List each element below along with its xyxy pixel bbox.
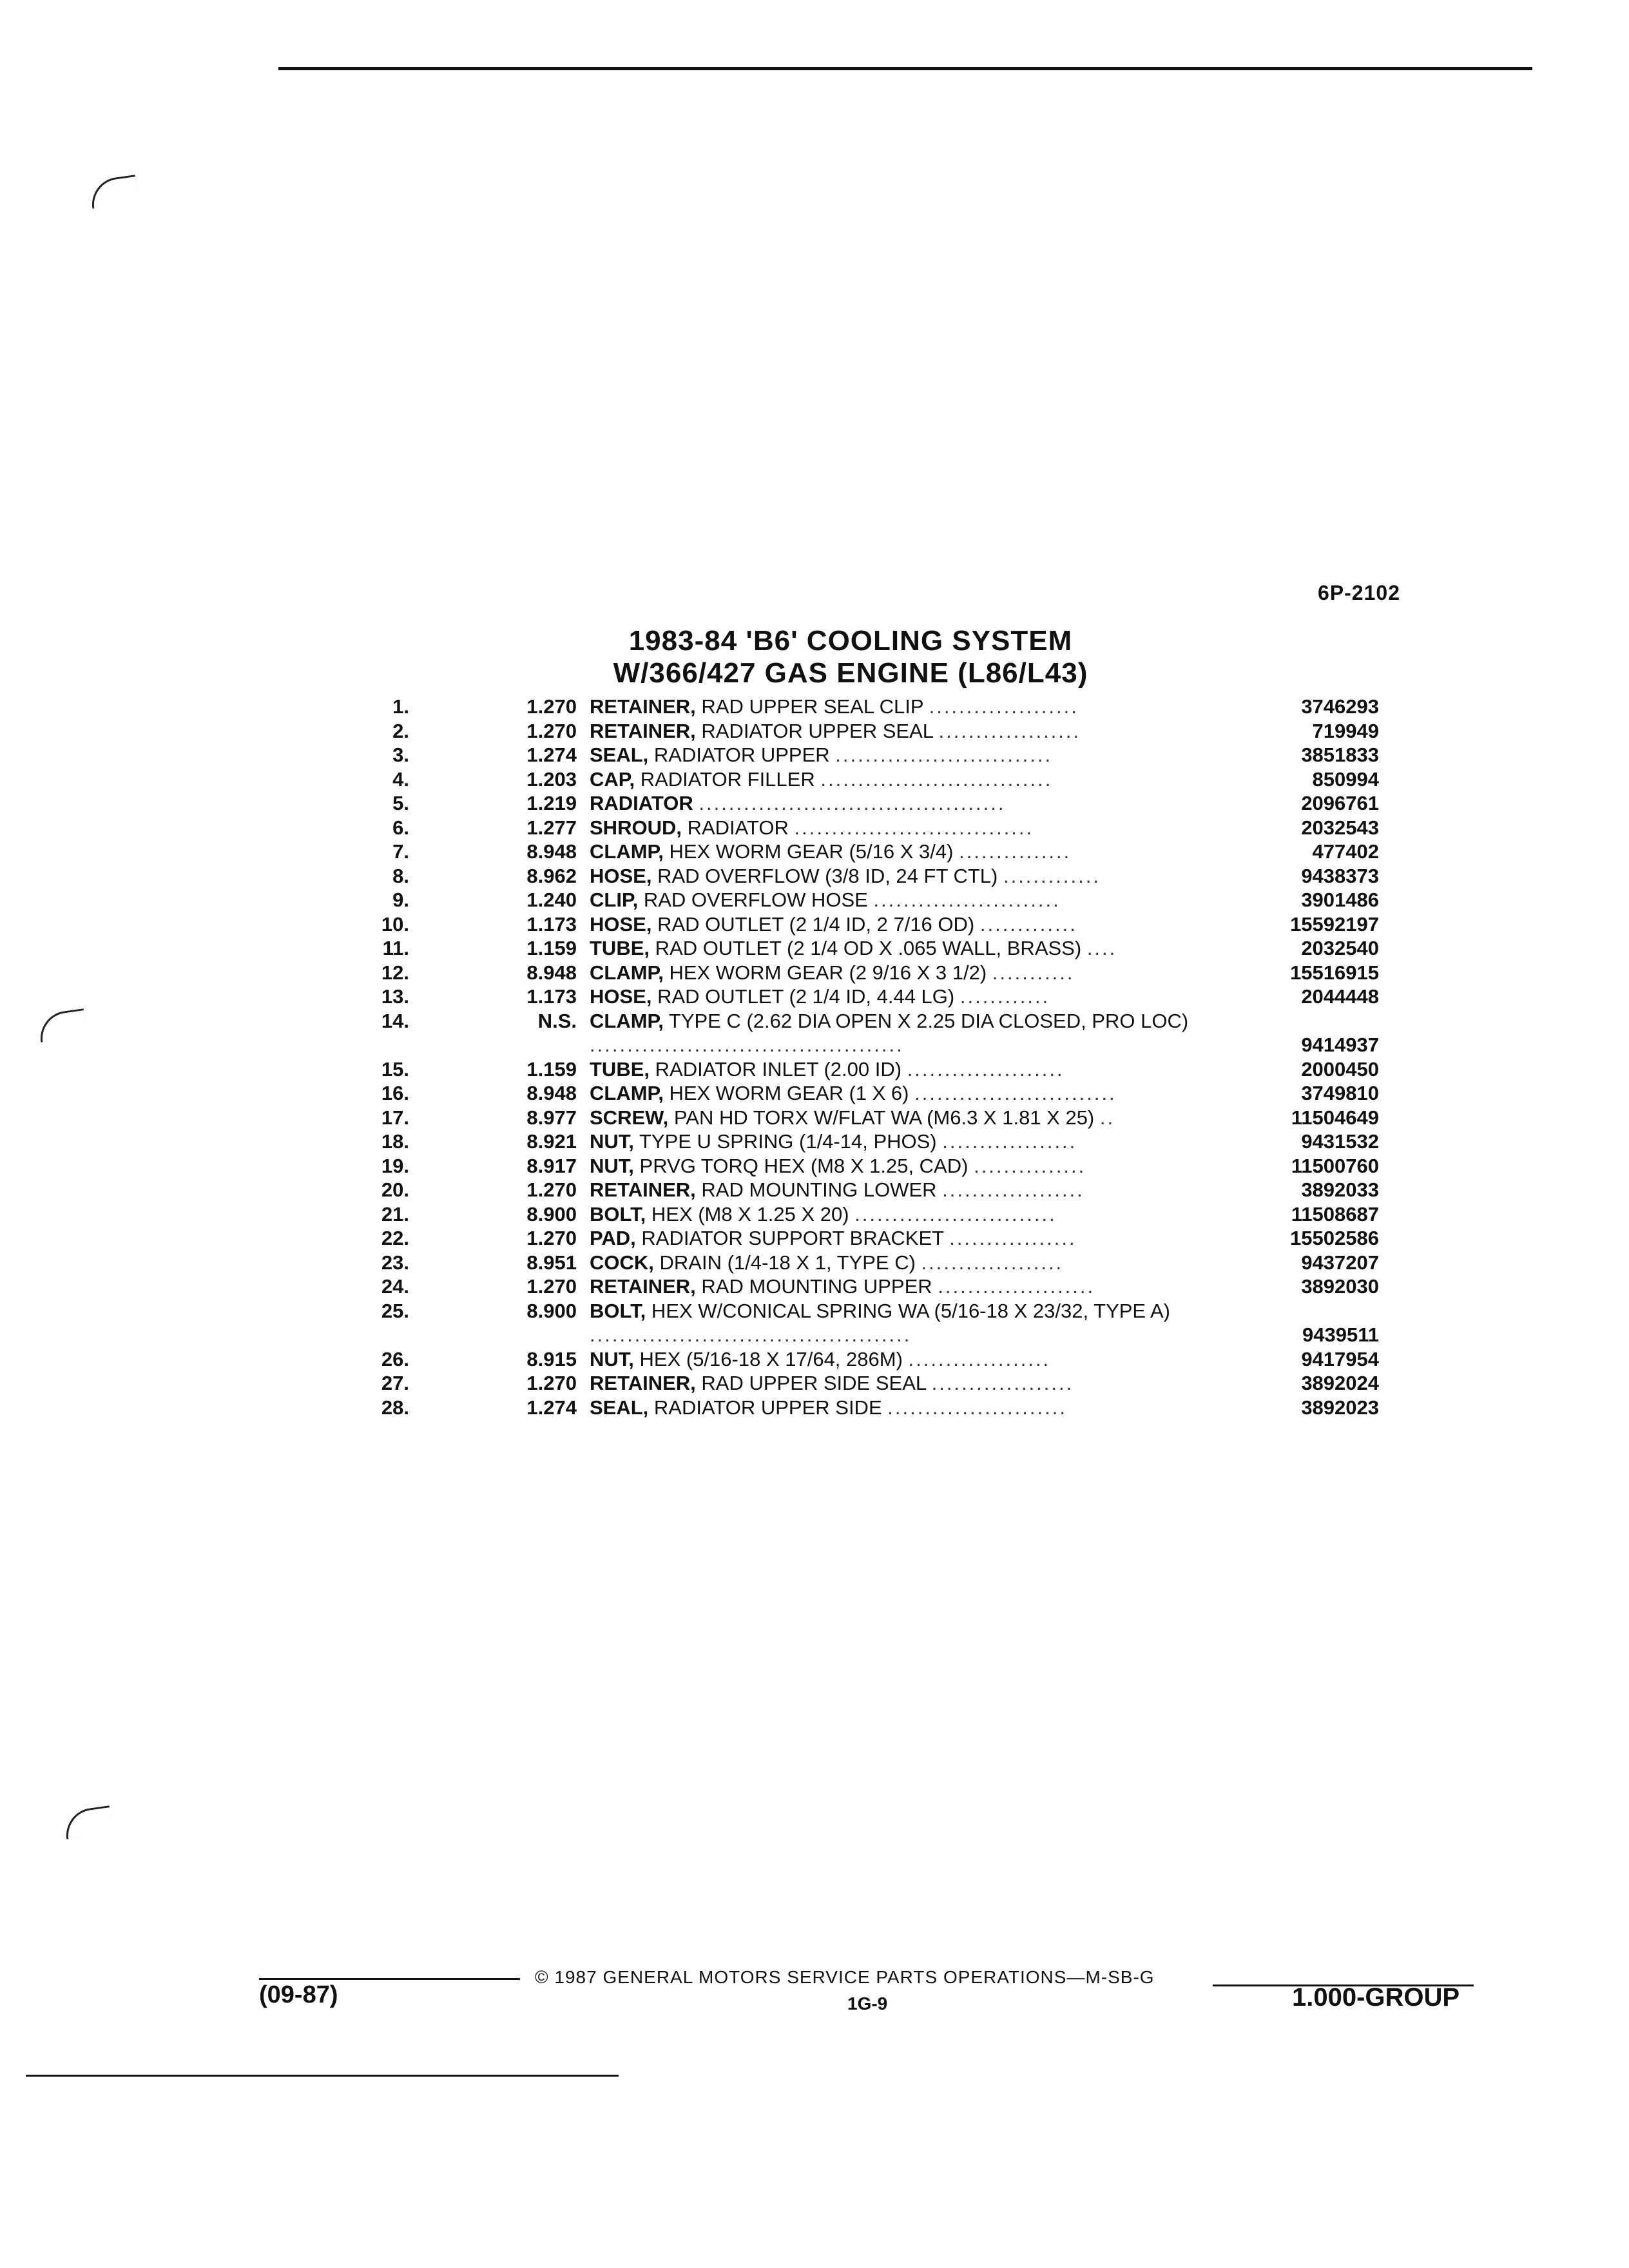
- part-name: NUT,: [590, 1130, 634, 1153]
- group-code: 1.159: [526, 937, 577, 959]
- part-number: 11508687: [1291, 1202, 1379, 1225]
- part-name: TUBE,: [590, 937, 650, 959]
- group-code: 1.159: [526, 1057, 577, 1081]
- leader-dots: ...................: [942, 1178, 1084, 1201]
- leader-dots: ...........................: [914, 1082, 1117, 1104]
- group-code: 8.917: [526, 1154, 577, 1177]
- part-detail: HEX WORM GEAR (5/16 X 3/4): [669, 840, 954, 863]
- part-description: [590, 1081, 1237, 1105]
- table-row: [348, 816, 1379, 840]
- item-number: 23.: [381, 1251, 409, 1274]
- leader-dots: .............................: [835, 744, 1053, 766]
- leader-dots: .............: [979, 912, 1077, 936]
- part-description: [590, 1347, 1237, 1371]
- item-number: 2.: [392, 719, 409, 742]
- part-name: RETAINER,: [590, 1275, 696, 1298]
- part-name: BOLT,: [590, 1299, 646, 1322]
- part-name: SHROUD,: [590, 816, 682, 839]
- table-row: [348, 791, 1379, 816]
- part-description: [590, 743, 1237, 767]
- part-detail: HEX (5/16-18 X 17/64, 286M): [639, 1347, 903, 1370]
- item-number: 20.: [381, 1178, 409, 1201]
- group-code: 1.173: [526, 912, 577, 936]
- leader-dots: ................................: [794, 816, 1034, 839]
- part-name: RADIATOR: [590, 792, 693, 814]
- leader-dots: ...................: [938, 719, 1081, 742]
- leader-dots: ............: [959, 985, 1050, 1008]
- table-row: [348, 743, 1379, 767]
- part-number: 3901486: [1301, 889, 1379, 911]
- part-number: 3892024: [1301, 1372, 1379, 1394]
- part-name: PAD,: [590, 1227, 636, 1249]
- part-number: 2032540: [1301, 937, 1379, 959]
- part-name: RETAINER,: [590, 695, 696, 718]
- table-row: [348, 1226, 1379, 1251]
- group-code: 8.900: [526, 1299, 577, 1322]
- table-row: [348, 936, 1379, 961]
- part-number: 3746293: [1301, 695, 1379, 718]
- table-row: [348, 767, 1379, 792]
- part-name: HOSE,: [590, 985, 652, 1008]
- footer-date: (09-87): [259, 1981, 338, 2008]
- part-description: [590, 767, 1237, 791]
- part-description: [590, 1178, 1237, 1202]
- item-number: 9.: [392, 889, 409, 911]
- group-code: 1.274: [526, 1396, 577, 1419]
- part-detail: HEX W/CONICAL SPRING WA (5/16-18 X 23/32, TYPE A): [651, 1299, 1170, 1322]
- item-number: 27.: [381, 1372, 409, 1394]
- footer-group: 1.000-GROUP: [1292, 1983, 1460, 2012]
- item-number: 6.: [392, 816, 409, 839]
- part-detail: DRAIN (1/4-18 X 1, TYPE C): [659, 1251, 916, 1274]
- part-detail: RAD OUTLET (2 1/4 ID, 2 7/16 OD): [657, 912, 975, 936]
- item-number: 16.: [381, 1082, 409, 1104]
- table-row: [348, 961, 1379, 985]
- item-number: 12.: [381, 961, 409, 984]
- leader-dots: ...............: [959, 840, 1072, 863]
- leader-dots: ...............................: [820, 767, 1053, 791]
- leader-dots: ..........................................: [590, 1033, 904, 1056]
- group-code: 8.977: [526, 1106, 577, 1129]
- group-code: 1.270: [526, 1275, 577, 1298]
- part-name: RETAINER,: [590, 1178, 696, 1201]
- leader-dots: .........................................: [699, 792, 1006, 814]
- table-row: [348, 864, 1379, 889]
- leader-dots: .................: [949, 1227, 1077, 1249]
- part-number: 9439511: [1302, 1323, 1379, 1346]
- part-name: SEAL,: [590, 744, 649, 766]
- table-row: [348, 1009, 1379, 1057]
- table-row: [348, 1396, 1379, 1420]
- part-name: SCREW,: [590, 1106, 669, 1129]
- part-number: 3892023: [1301, 1396, 1379, 1419]
- part-detail: TYPE U SPRING (1/4-14, PHOS): [639, 1130, 937, 1153]
- leader-dots: ..: [1099, 1106, 1115, 1129]
- part-description: [590, 912, 1237, 936]
- group-code: 1.270: [526, 1227, 577, 1249]
- part-number: 9438373: [1301, 864, 1379, 887]
- margin-mark-top: [88, 175, 139, 209]
- item-number: 15.: [381, 1057, 409, 1081]
- part-number: 477402: [1312, 840, 1379, 863]
- leader-dots: ....................: [929, 695, 1079, 718]
- group-code: 1.240: [526, 889, 577, 911]
- part-detail: TYPE C (2.62 DIA OPEN X 2.25 DIA CLOSED, PRO LOC): [668, 1009, 1189, 1032]
- page-title-line1: 1983-84 'B6' COOLING SYSTEM: [628, 625, 1073, 657]
- part-detail: RAD MOUNTING LOWER: [701, 1178, 937, 1201]
- bottom-rule: [26, 2075, 619, 2077]
- part-name: CLAMP,: [590, 840, 664, 863]
- item-number: 8.: [392, 864, 409, 887]
- leader-dots: ...................: [931, 1372, 1074, 1394]
- part-detail: HEX WORM GEAR (2 9/16 X 3 1/2): [669, 961, 987, 984]
- leader-dots: ...........................: [854, 1202, 1057, 1225]
- part-number: 9414937: [1301, 1033, 1379, 1056]
- part-detail: RAD OUTLET (2 1/4 ID, 4.44 LG): [657, 985, 955, 1008]
- part-number: 9417954: [1301, 1347, 1379, 1370]
- table-row: [348, 1347, 1379, 1372]
- part-number: 9437207: [1301, 1251, 1379, 1274]
- leader-dots: ...................: [908, 1347, 1051, 1370]
- group-code: 1.270: [526, 1178, 577, 1201]
- table-row: [348, 1154, 1379, 1178]
- part-number: 9431532: [1301, 1130, 1379, 1153]
- part-number: 11504649: [1291, 1106, 1379, 1129]
- item-number: 26.: [381, 1347, 409, 1370]
- part-detail: RADIATOR INLET (2.00 ID): [655, 1057, 902, 1081]
- part-detail: RAD UPPER SIDE SEAL: [701, 1372, 926, 1394]
- table-row: [348, 1178, 1379, 1202]
- part-description: [590, 1396, 1237, 1419]
- part-description: [590, 791, 1237, 815]
- group-code: 8.915: [526, 1347, 577, 1370]
- group-code: 8.951: [526, 1251, 577, 1274]
- item-number: 4.: [392, 767, 409, 791]
- table-row: [348, 1057, 1379, 1082]
- group-code: N.S.: [537, 1009, 577, 1032]
- table-row: [348, 1202, 1379, 1227]
- parts-list: [348, 695, 1379, 1419]
- part-name: CLAMP,: [590, 961, 664, 984]
- part-detail: RAD OVERFLOW HOSE: [643, 889, 868, 911]
- leader-dots: ........................: [887, 1396, 1067, 1419]
- table-row: [348, 695, 1379, 719]
- part-detail: RAD OUTLET (2 1/4 OD X .065 WALL, BRASS): [655, 937, 1082, 959]
- leader-dots: ...........................................: [590, 1323, 912, 1346]
- part-name: NUT,: [590, 1154, 634, 1177]
- part-number: 2096761: [1301, 792, 1379, 814]
- group-code: 8.900: [526, 1202, 577, 1225]
- item-number: 18.: [381, 1130, 409, 1153]
- group-code: 1.270: [526, 1372, 577, 1394]
- table-row: [348, 985, 1379, 1009]
- part-detail: RADIATOR FILLER: [640, 767, 815, 791]
- part-description: [590, 936, 1237, 960]
- item-number: 28.: [381, 1396, 409, 1419]
- part-description: [590, 1299, 1237, 1347]
- table-row: [348, 1251, 1379, 1275]
- part-description: [590, 1129, 1237, 1153]
- part-name: CLIP,: [590, 889, 639, 911]
- part-description: [590, 1251, 1237, 1274]
- part-description: [590, 1226, 1237, 1250]
- part-number: 3851833: [1301, 744, 1379, 766]
- table-row: [348, 912, 1379, 937]
- item-number: 11.: [382, 937, 409, 959]
- part-detail: RAD MOUNTING UPPER: [701, 1275, 932, 1298]
- part-detail: RADIATOR UPPER SIDE: [653, 1396, 882, 1419]
- part-number: 11500760: [1291, 1154, 1379, 1177]
- footer-page-number: 1G-9: [847, 1994, 888, 2013]
- part-number: 15502586: [1290, 1227, 1379, 1249]
- margin-mark-middle: [37, 1008, 87, 1043]
- part-name: HOSE,: [590, 912, 652, 936]
- group-code: 8.948: [526, 961, 577, 984]
- part-number: 2032543: [1301, 816, 1379, 839]
- margin-mark-bottom: [63, 1805, 113, 1840]
- item-number: 14.: [381, 1009, 409, 1032]
- table-row: [348, 1129, 1379, 1154]
- page-title-line2: W/366/427 GAS ENGINE (L86/L43): [613, 657, 1088, 689]
- part-name: NUT,: [590, 1347, 634, 1370]
- part-name: CLAMP,: [590, 1082, 664, 1104]
- part-name: RETAINER,: [590, 719, 696, 742]
- part-detail: PRVG TORQ HEX (M8 X 1.25, CAD): [639, 1154, 969, 1177]
- footer-rule-left: [259, 1978, 520, 1980]
- table-row: [348, 719, 1379, 744]
- group-code: 1.219: [526, 792, 577, 814]
- part-description: [590, 1154, 1237, 1178]
- item-number: 22.: [381, 1227, 409, 1249]
- part-description: [590, 888, 1237, 912]
- part-detail: PAN HD TORX W/FLAT WA (M6.3 X 1.81 X 25): [673, 1106, 1095, 1129]
- part-description: [590, 1106, 1237, 1129]
- part-description: [590, 1057, 1237, 1081]
- part-name: CLAMP,: [590, 1009, 664, 1032]
- part-description: [590, 816, 1237, 840]
- table-row: [348, 888, 1379, 912]
- leader-dots: .....................: [907, 1057, 1065, 1081]
- part-name: SEAL,: [590, 1396, 649, 1419]
- part-name: HOSE,: [590, 864, 652, 887]
- leader-dots: .............: [1003, 864, 1101, 887]
- item-number: 7.: [392, 840, 409, 863]
- item-number: 17.: [381, 1106, 409, 1129]
- leader-dots: .........................: [873, 889, 1061, 911]
- part-detail: RAD OVERFLOW (3/8 ID, 24 FT CTL): [657, 864, 998, 887]
- item-number: 21.: [381, 1202, 409, 1225]
- leader-dots: ...................: [921, 1251, 1064, 1274]
- group-code: 8.962: [526, 864, 577, 887]
- item-number: 1.: [392, 695, 409, 718]
- part-number: 3892033: [1301, 1178, 1379, 1201]
- part-number: 850994: [1312, 767, 1379, 791]
- part-detail: RAD UPPER SEAL CLIP: [701, 695, 923, 718]
- group-code: 1.277: [526, 816, 577, 839]
- group-code: 8.921: [526, 1130, 577, 1153]
- part-number: 3749810: [1301, 1082, 1379, 1104]
- item-number: 10.: [381, 912, 409, 936]
- part-description: [590, 1009, 1237, 1057]
- item-number: 13.: [381, 985, 409, 1008]
- part-number: 2044448: [1301, 985, 1379, 1008]
- part-number: 15516915: [1290, 961, 1379, 984]
- part-detail: HEX (M8 X 1.25 X 20): [651, 1202, 849, 1225]
- group-code: 1.270: [526, 719, 577, 742]
- part-name: TUBE,: [590, 1057, 650, 1081]
- part-description: [590, 719, 1237, 743]
- table-row: [348, 1106, 1379, 1130]
- table-row: [348, 840, 1379, 864]
- table-row: [348, 1081, 1379, 1106]
- item-number: 19.: [381, 1154, 409, 1177]
- part-description: [590, 864, 1237, 888]
- leader-dots: ...........: [992, 961, 1075, 984]
- footer-copyright: © 1987 GENERAL MOTORS SERVICE PARTS OPERATIONS—M-SB-G: [535, 1967, 1155, 1987]
- table-row: [348, 1274, 1379, 1299]
- part-number: 719949: [1312, 719, 1379, 742]
- part-number: 3892030: [1301, 1275, 1379, 1298]
- part-name: CAP,: [590, 767, 635, 791]
- part-description: [590, 1371, 1237, 1395]
- leader-dots: ..................: [942, 1130, 1077, 1153]
- group-code: 8.948: [526, 1082, 577, 1104]
- part-description: [590, 961, 1237, 985]
- group-code: 1.173: [526, 985, 577, 1008]
- group-code: 1.274: [526, 744, 577, 766]
- part-detail: RADIATOR UPPER SEAL: [701, 719, 933, 742]
- part-detail: RADIATOR UPPER: [653, 744, 830, 766]
- part-description: [590, 1274, 1237, 1298]
- table-row: [348, 1371, 1379, 1396]
- part-detail: RADIATOR SUPPORT BRACKET: [641, 1227, 944, 1249]
- part-description: [590, 985, 1237, 1008]
- group-code: 1.270: [526, 695, 577, 718]
- part-description: [590, 695, 1237, 718]
- leader-dots: ...............: [974, 1154, 1086, 1177]
- table-row: [348, 1299, 1379, 1347]
- item-number: 3.: [392, 744, 409, 766]
- part-number: 15592197: [1290, 912, 1379, 936]
- part-description: [590, 1202, 1237, 1226]
- item-number: 5.: [392, 792, 409, 814]
- part-name: RETAINER,: [590, 1372, 696, 1394]
- part-description: [590, 840, 1237, 863]
- leader-dots: ....: [1086, 937, 1117, 959]
- part-name: COCK,: [590, 1251, 654, 1274]
- group-code: 1.203: [526, 767, 577, 791]
- leader-dots: .....................: [938, 1275, 1095, 1298]
- part-detail: HEX WORM GEAR (1 X 6): [669, 1082, 909, 1104]
- part-name: BOLT,: [590, 1202, 646, 1225]
- part-detail: RADIATOR: [687, 816, 789, 839]
- item-number: 24.: [381, 1275, 409, 1298]
- catalog-code: 6P-2102: [1318, 581, 1400, 604]
- top-rule: [278, 67, 1532, 70]
- item-number: 25.: [381, 1299, 409, 1322]
- part-number: 2000450: [1301, 1057, 1379, 1081]
- group-code: 8.948: [526, 840, 577, 863]
